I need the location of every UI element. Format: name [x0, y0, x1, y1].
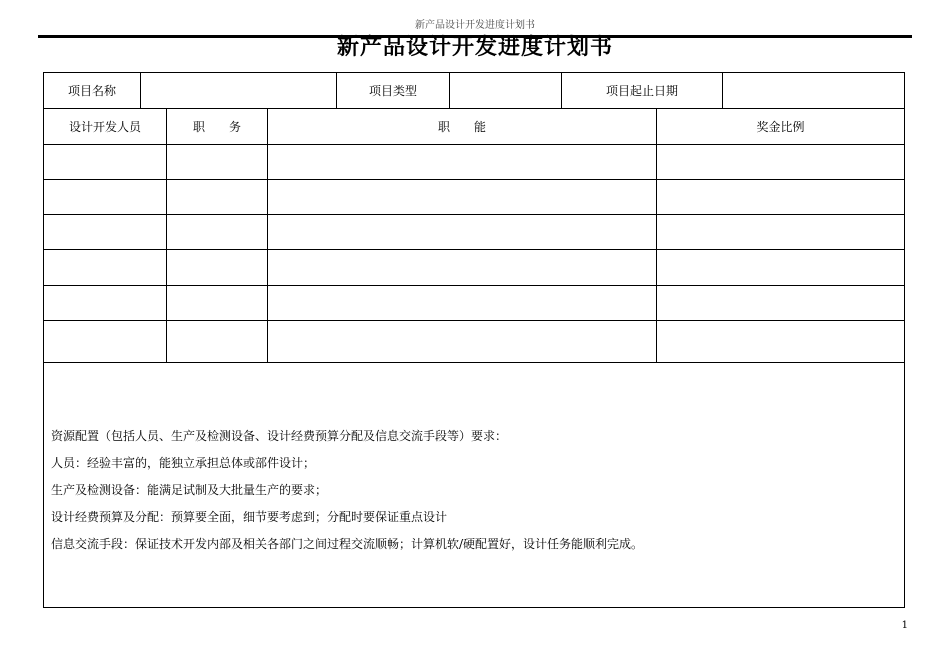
requirements-staff: 人员：经验丰富的，能独立承担总体或部件设计；: [51, 456, 316, 470]
project-type-label: 项目类型: [368, 84, 417, 98]
grid-line: [267, 108, 268, 362]
plan-table: [43, 72, 905, 608]
project-type-value[interactable]: [450, 83, 561, 99]
page-number: 1: [901, 620, 908, 631]
document-title: 新产品设计开发进度计划书: [336, 34, 613, 60]
grid-line: [44, 249, 904, 250]
grid-line: [166, 108, 167, 362]
project-dates-value[interactable]: [723, 83, 904, 99]
grid-line: [44, 285, 904, 286]
requirements-budget: 设计经费预算及分配：预算要全面，细节要考虑到；分配时要保证重点设计: [51, 510, 448, 524]
requirements-equipment: 生产及检测设备：能满足试制及大批量生产的要求；: [51, 483, 328, 497]
column-header-staff: 设计开发人员: [68, 120, 141, 134]
grid-line: [44, 179, 904, 180]
grid-line: [44, 108, 904, 109]
requirements-intro: 资源配置（包括人员、生产及检测设备、设计经费预算分配及信息交流手段等）要求：: [51, 429, 508, 443]
grid-line: [44, 320, 904, 321]
running-header: 新产品设计开发进度计划书: [415, 20, 535, 31]
column-header-function: 职 能: [437, 120, 486, 134]
grid-line: [44, 144, 904, 145]
column-header-position: 职 务: [192, 120, 241, 134]
grid-line: [44, 214, 904, 215]
project-name-value[interactable]: [141, 83, 336, 99]
grid-line: [44, 362, 904, 363]
requirements-communication: 信息交流手段：保证技术开发内部及相关各部门之间过程交流顺畅；计算机软/硬配置好，设计任务能顺利完成。: [51, 537, 644, 551]
project-dates-label: 项目起止日期: [605, 84, 678, 98]
grid-line: [656, 108, 657, 362]
project-name-label: 项目名称: [67, 84, 116, 98]
column-header-bonus-ratio: 奖金比例: [756, 120, 805, 134]
